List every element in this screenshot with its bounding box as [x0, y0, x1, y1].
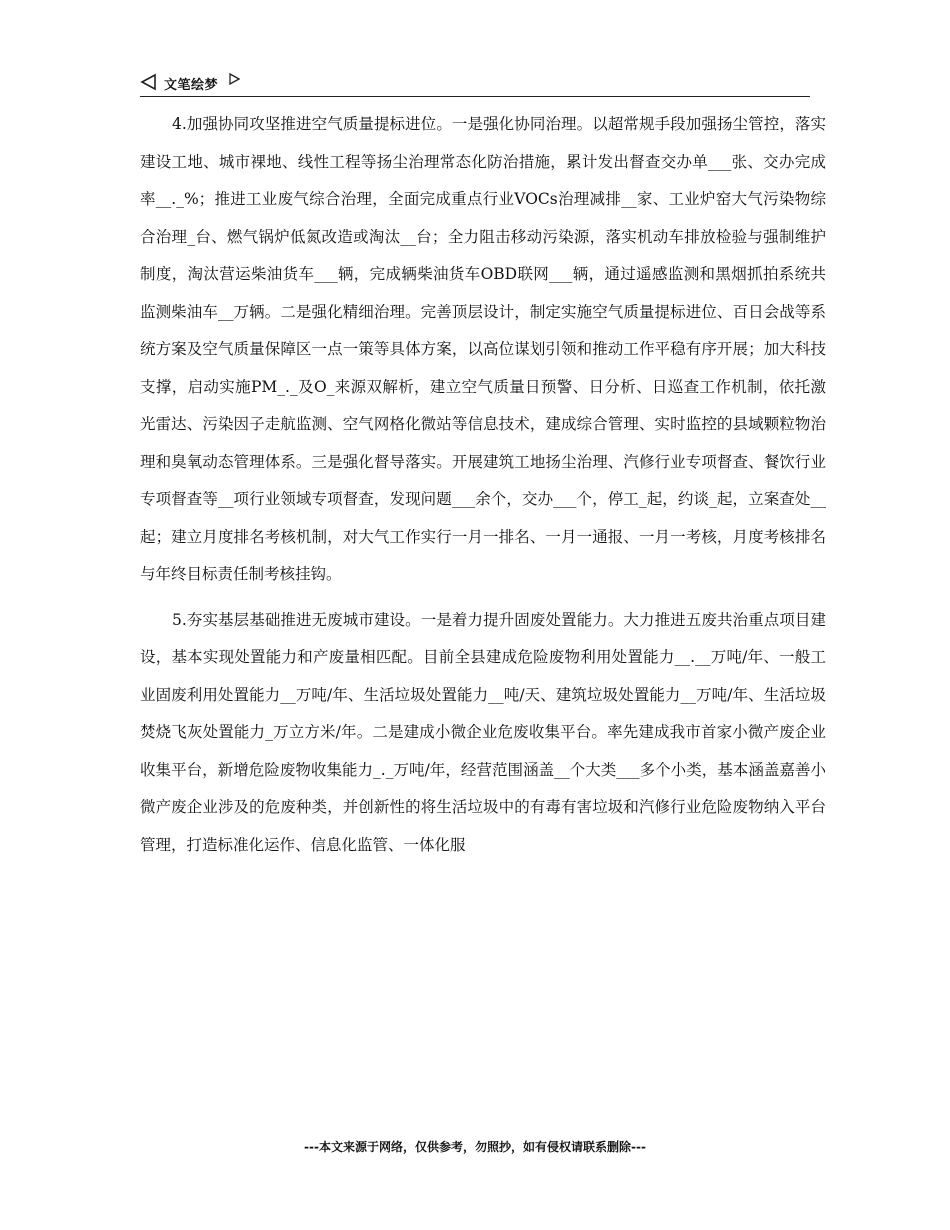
disclaimer-footer: ---本文来源于网络，仅供参考，勿照抄，如有侵权请联系删除---	[304, 1140, 646, 1154]
paragraph-zero-waste-city: 5.夯实基层基础推进无废城市建设。一是着力提升固废处置能力。大力推进五废共治重点项目建设，基本实现处置能力和产废量相匹配。目前全县建成危险废物利用处置能力__.__万吨/年、一般工业固废利用处置能力__万吨/年、生活垃圾处置能力__吨/天、建筑垃圾处置能力__万吨/年、生活垃圾焚烧飞灰处置能力_万立方米/年。二是建成小微企业危废收集平台。率先建成我市首家小微产废企业收集平台，新增危险废物收集能力_._万吨/年，经营范围涵盖__个大类___多个小类，基本涵盖嘉善小微产废企业涉及的危废种类，并创新性的将生活垃圾中的有毒有害垃圾和汽修行业危险废物纳入平台管理，打造标准化运作、信息化监管、一体化服	[140, 610, 826, 854]
triangle-left-icon[interactable]	[140, 73, 158, 91]
paragraph-air-quality: 4.加强协同攻坚推进空气质量提标进位。一是强化协同治理。以超常规手段加强扬尘管控，落实建设工地、城市裸地、线性工程等扬尘治理常态化防治措施，累计发出督查交办单___张、交办完成率__._%；推进工业废气综合治理，全面完成重点行业VOCs治理减排__家、工业炉窑大气污染物综合治理_台、燃气锅炉低氮改造或淘汰__台；全力阻击移动污染源，落实机动车排放检验与强制维护制度，淘汰营运柴油货车___辆，完成辆柴油货车OBD联网___辆，通过遥感监测和黑烟抓拍系统共监测柴油车__万辆。二是强化精细治理。完善顶层设计，制定实施空气质量提标进位、百日会战等系统方案及空气质量保障区一点一策等具体方案，以高位谋划引领和推动工作平稳有序开展；加大科技支撑，启动实施PM_._及O_来源双解析，建立空气质量日预警、日分析、日巡查工作机制，依托激光雷达、污染因子走航监测、空气网格化微站等信息技术，建成综合管理、实时监控的县域颗粒物治理和臭氧动态管理体系。三是强化督导落实。开展建筑工地扬尘治理、汽修行业专项督查、餐饮行业专项督查等__项行业领域专项督查，发现问题___余个，交办___个，停工_起，约谈_起，立案查处__起；建立月度排名考核机制，对大气工作实行一月一排名、一月一通报、一月一考核，月度考核排名与年终目标责任制考核挂钩。	[140, 115, 826, 583]
page-header	[140, 72, 810, 97]
document-body	[140, 106, 826, 864]
brand-name: 文笔绘梦	[164, 78, 219, 93]
triangle-right-icon[interactable]	[228, 73, 240, 85]
